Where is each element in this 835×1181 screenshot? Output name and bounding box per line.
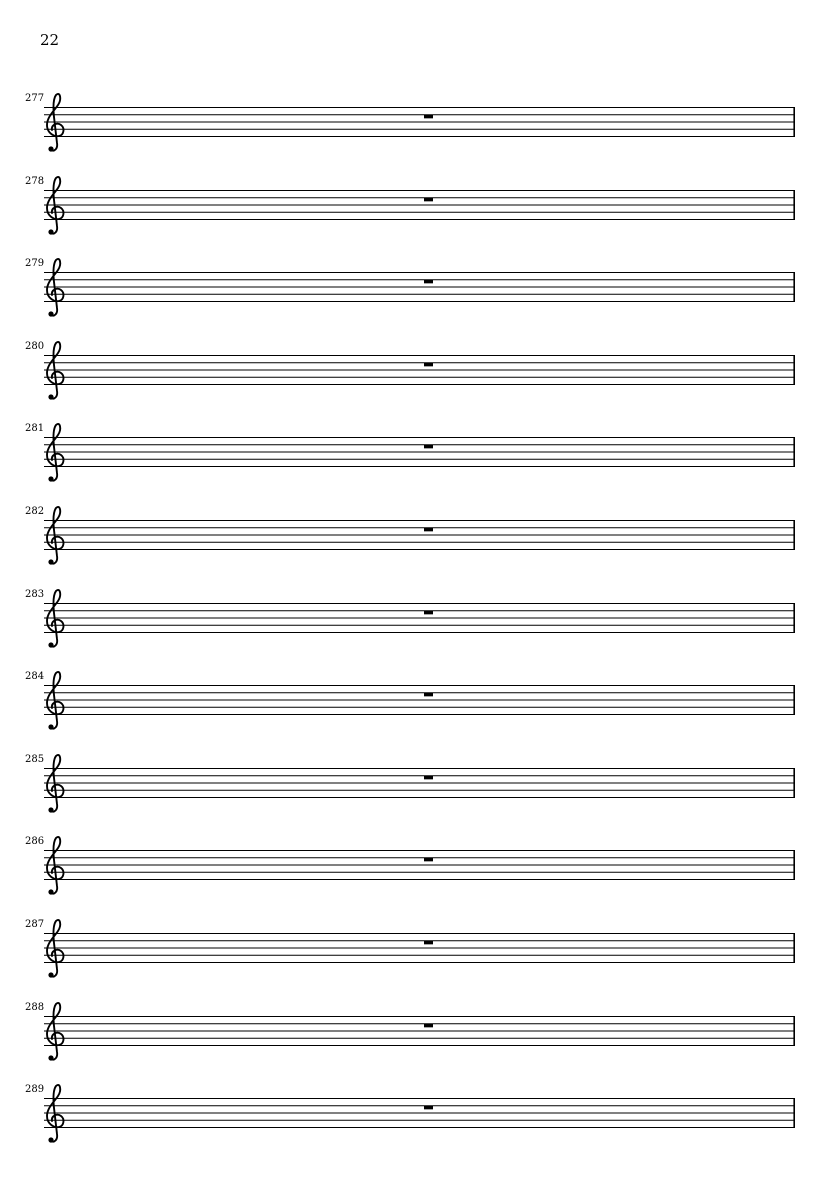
whole-rest-icon xyxy=(424,197,433,201)
treble-clef-icon xyxy=(47,1085,63,1143)
staff-system xyxy=(0,423,835,507)
treble-clef-icon xyxy=(47,507,63,565)
staff-system xyxy=(0,175,835,260)
staff xyxy=(0,520,835,590)
whole-rest-icon xyxy=(424,528,433,532)
measure-number: 285 xyxy=(25,753,45,765)
treble-clef-icon xyxy=(47,342,63,400)
measure-number: 280 xyxy=(25,340,45,352)
staff-system xyxy=(0,588,835,673)
whole-rest-icon xyxy=(424,1023,433,1027)
whole-rest-icon xyxy=(424,941,433,945)
whole-rest-icon xyxy=(424,1106,433,1110)
measure-number: 286 xyxy=(25,836,45,848)
staff-system xyxy=(0,93,835,177)
staff-system xyxy=(0,506,835,590)
measure-number: 277 xyxy=(25,93,45,104)
staff-system xyxy=(0,919,835,1003)
treble-clef-icon xyxy=(47,920,63,978)
staff xyxy=(0,107,835,177)
page-number: 22 xyxy=(40,31,60,49)
treble-clef-icon xyxy=(47,177,63,235)
treble-clef-icon xyxy=(47,672,63,730)
measure-number: 282 xyxy=(25,506,45,517)
staff-system xyxy=(0,836,835,920)
whole-rest-icon xyxy=(424,776,433,780)
staff-system xyxy=(0,258,835,342)
staff xyxy=(0,1098,835,1168)
staff xyxy=(0,437,835,507)
staff xyxy=(0,933,835,1003)
whole-rest-icon xyxy=(424,858,433,862)
treble-clef-icon xyxy=(47,837,63,895)
staff xyxy=(0,190,835,260)
whole-rest-icon xyxy=(424,363,433,367)
treble-clef-icon xyxy=(47,755,63,813)
whole-rest-icon xyxy=(424,445,433,449)
treble-clef-icon xyxy=(47,94,63,152)
measure-number: 283 xyxy=(25,588,45,600)
measure-number: 287 xyxy=(25,919,45,930)
treble-clef-icon xyxy=(47,590,63,648)
measure-number: 279 xyxy=(25,258,45,270)
staff-system xyxy=(0,753,835,838)
staff-system xyxy=(0,340,835,425)
staff xyxy=(0,1016,835,1086)
staff xyxy=(0,768,835,838)
staff xyxy=(0,850,835,920)
staff-system xyxy=(0,1084,835,1168)
staff-system xyxy=(0,671,835,755)
treble-clef-icon xyxy=(47,259,63,317)
staff xyxy=(0,603,835,673)
staff xyxy=(0,685,835,755)
staff-system xyxy=(0,1001,835,1086)
measure-number: 289 xyxy=(25,1084,45,1096)
treble-clef-icon xyxy=(47,1003,63,1061)
whole-rest-icon xyxy=(424,693,433,697)
measure-number: 288 xyxy=(25,1001,45,1013)
whole-rest-icon xyxy=(424,610,433,614)
whole-rest-icon xyxy=(424,115,433,119)
treble-clef-icon xyxy=(47,424,63,482)
measure-number: 281 xyxy=(25,423,45,435)
measure-number: 278 xyxy=(25,175,45,187)
measure-number: 284 xyxy=(25,671,45,683)
staff xyxy=(0,355,835,425)
staff xyxy=(0,272,835,342)
whole-rest-icon xyxy=(424,280,433,284)
